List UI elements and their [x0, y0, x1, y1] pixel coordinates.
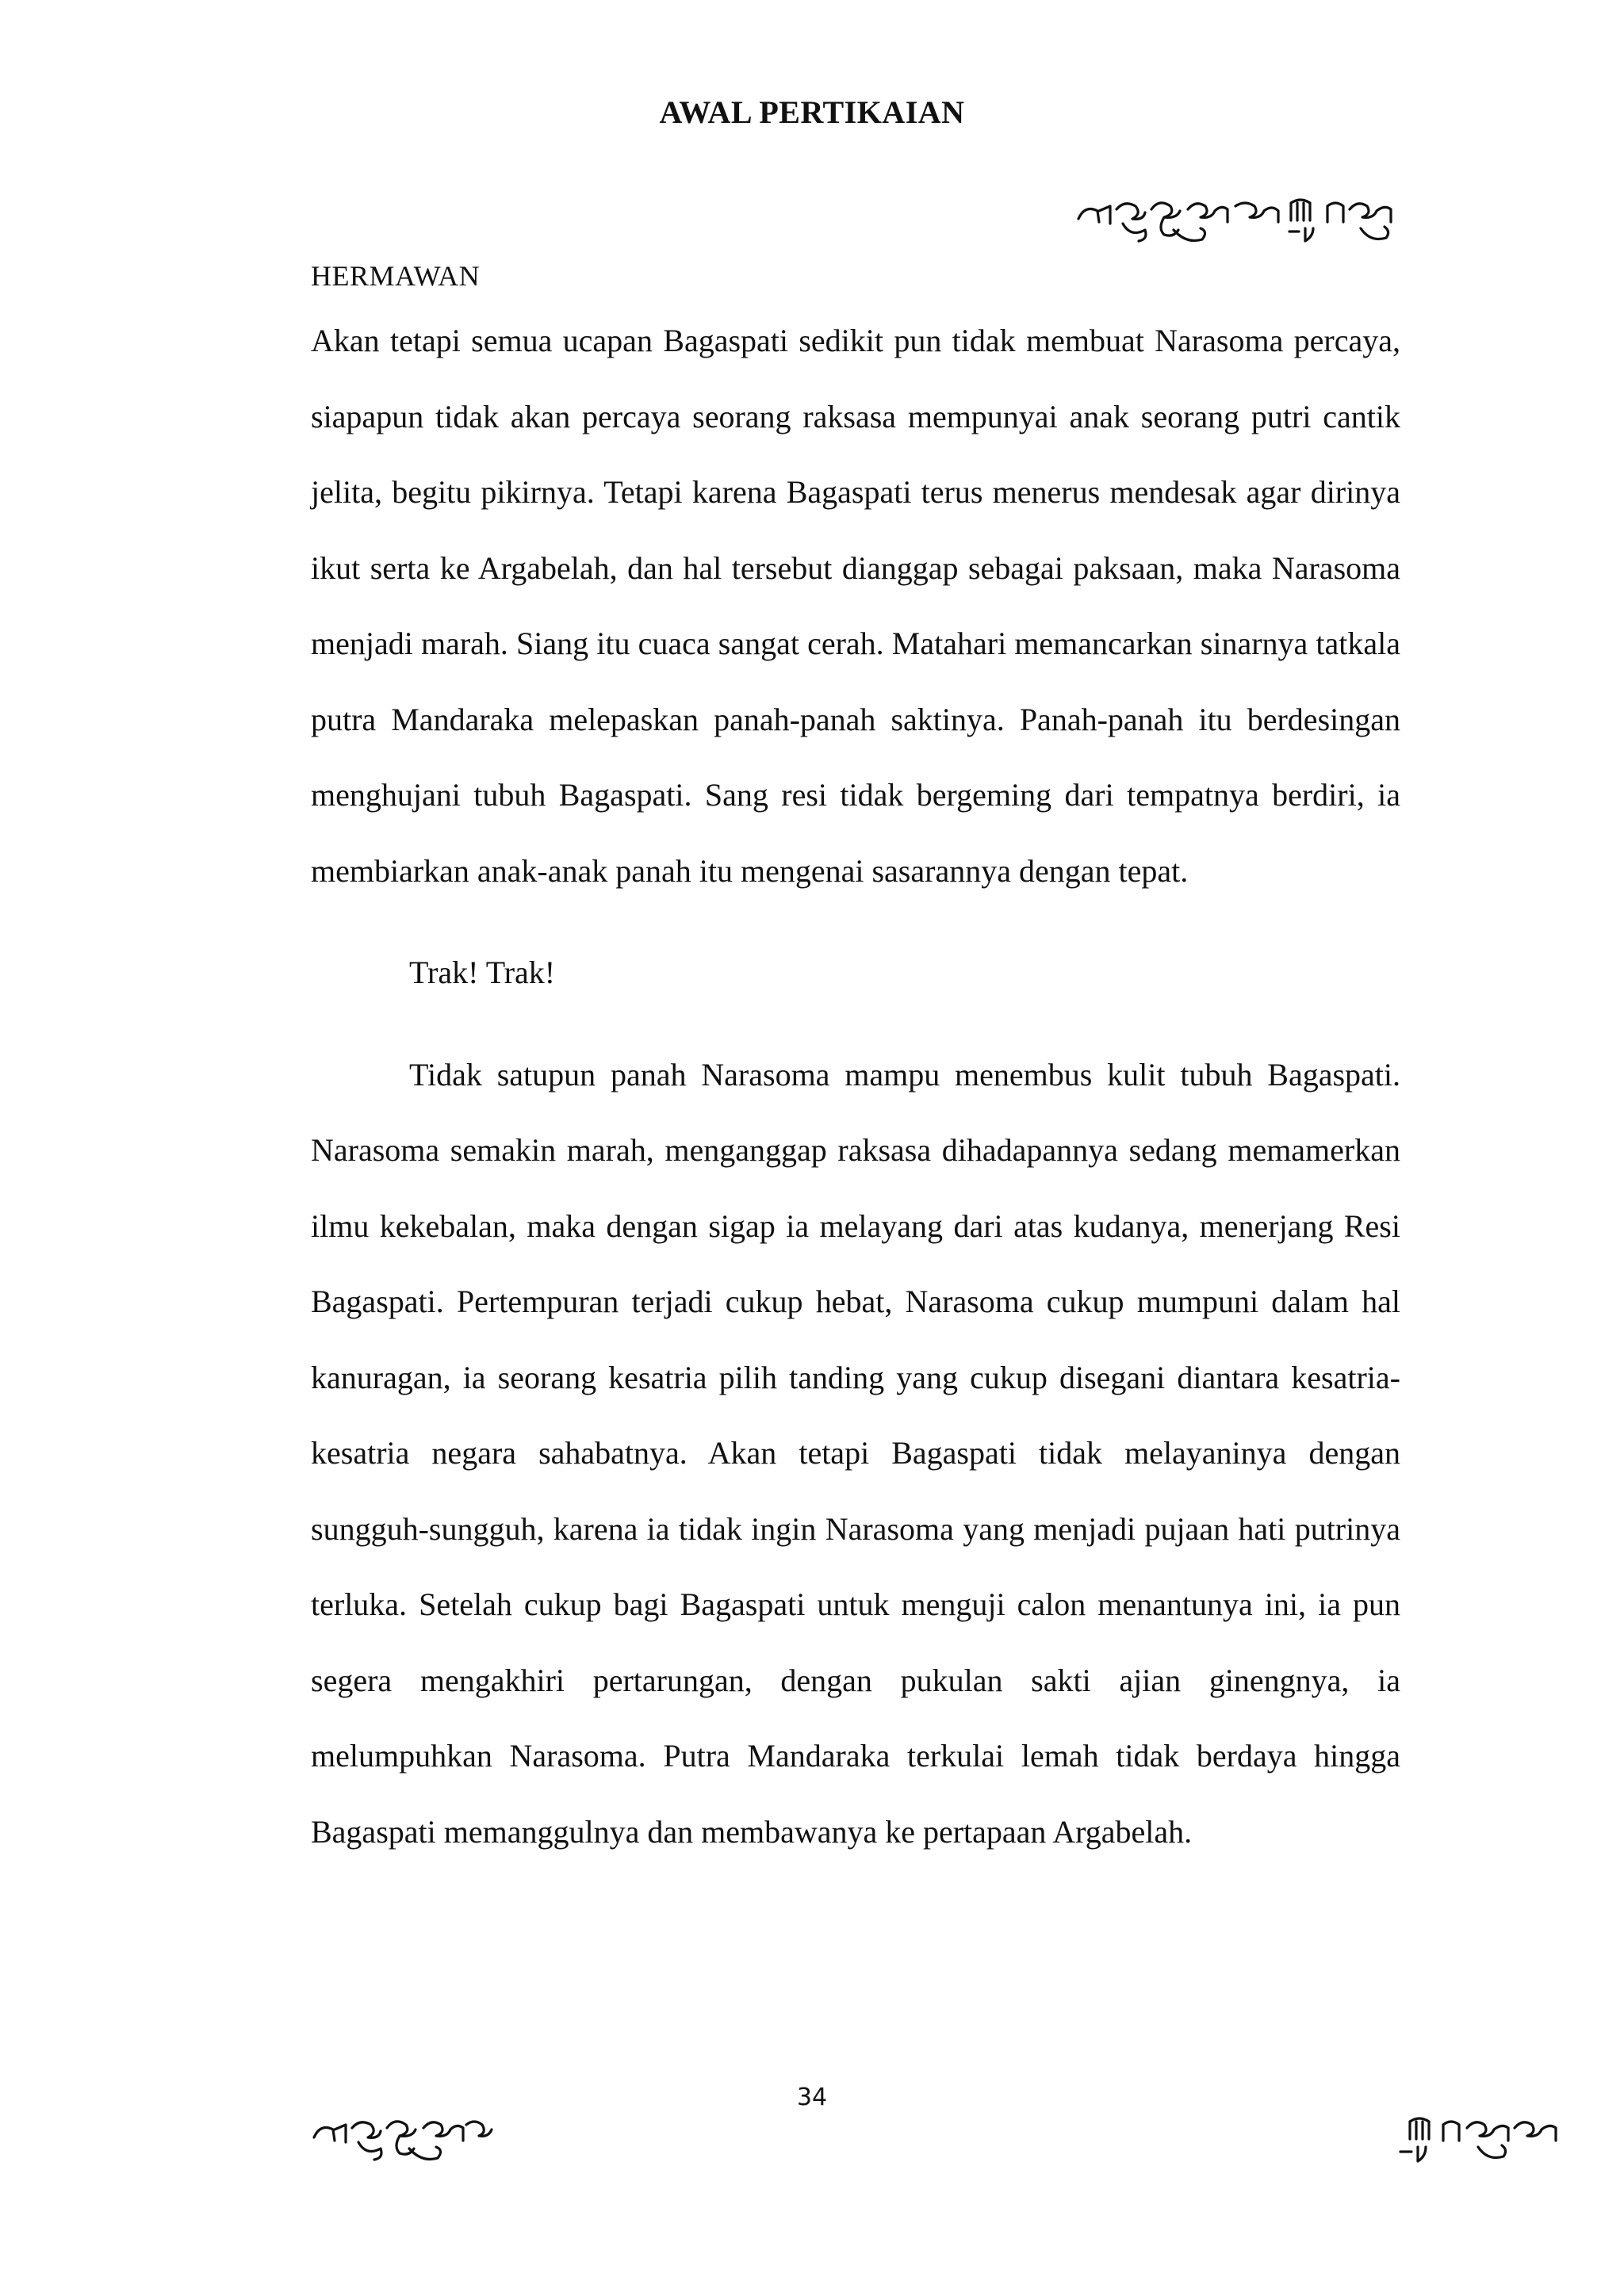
javanese-script-icon	[1075, 182, 1400, 254]
body-text	[311, 303, 1400, 1869]
page-title: AWAL PERTIKAIAN	[659, 94, 965, 130]
javanese-script-icon	[1396, 2101, 1562, 2172]
page-number: 34	[796, 2084, 828, 2111]
paragraph-3: Tidak satupun panah Narasoma mampu menembus kulit tubuh Bagaspati. Narasoma semakin marah, menganggap raksasa dihadapannya sedang memamerkan ilmu kekebalan, maka dengan sigap ia melayang dari atas kudanya, menerjang Resi Bagaspati. Pertempuran terjadi cukup hebat, Narasoma cukup mumpuni dalam hal kanuragan, ia seorang kesatria pilih tanding yang cukup disegani diantara kesatria-kesatria negara sahabatnya. Akan tetapi Bagaspati tidak melayaninya dengan sungguh-sungguh, karena ia tidak ingin Narasoma yang menjadi pujaan hati putrinya terluka. Setelah cukup bagi Bagaspati untuk menguji calon menantunya ini, ia pun segera mengakhiri pertarungan, dengan pukulan sakti ajian ginengnya, ia melumpuhkan Narasoma. Putra Mandaraka terkulai lemah tidak berdaya hingga Bagaspati memanggulnya dan membawanya ke pertapaan Argabelah.	[311, 1056, 1400, 1850]
javanese-script-icon	[311, 2101, 498, 2172]
paragraph-1: Akan tetapi semua ucapan Bagaspati sedikit pun tidak membuat Narasoma percaya, siapapun tidak akan percaya seorang raksasa mempunyai anak seorang putri cantik jelita, begitu pikirnya. Tetapi karena Bagaspati terus menerus mendesak agar dirinya ikut serta ke Argabelah, dan hal tersebut dianggap sebagai paksaan, maka Narasoma menjadi marah. Siang itu cuaca sangat cerah. Matahari memancarkan sinarnya tatkala putra Mandaraka melepaskan panah-panah saktinya. Panah-panah itu berdesingan menghujani tubuh Bagaspati. Sang resi tidak bergeming dari tempatnya berdiri, ia membiarkan anak-anak panah itu mengenai sasarannya dengan tepat.	[311, 323, 1400, 889]
author-name: HERMAWAN	[311, 260, 481, 292]
paragraph-2: Trak! Trak!	[409, 955, 556, 990]
